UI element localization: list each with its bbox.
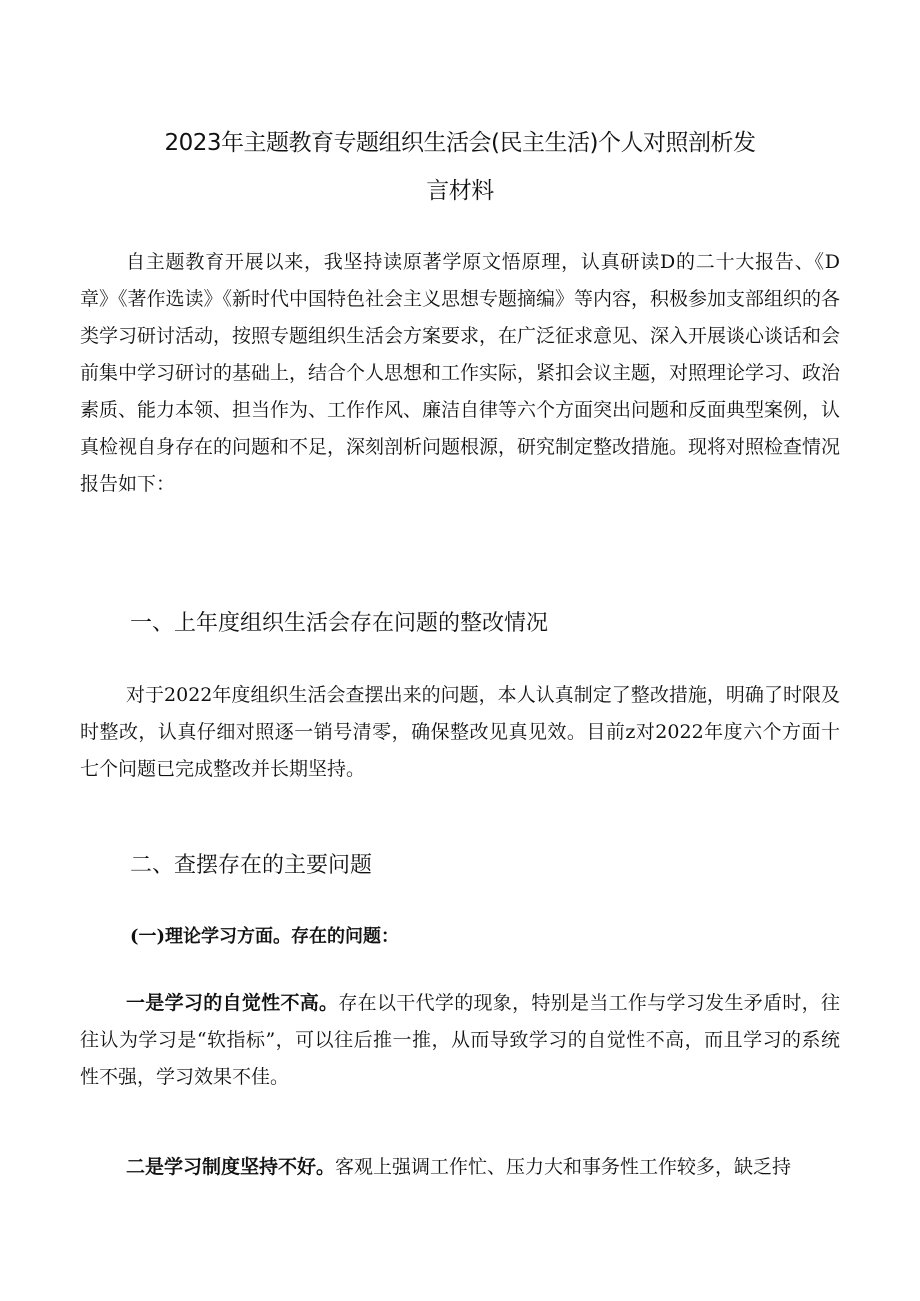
point2-lead: 二是学习制度坚持不好。 xyxy=(126,1156,336,1178)
point1-paragraph xyxy=(80,985,840,1096)
intro-paragraph: 自主题教育开展以来，我坚持读原著学原文悟原理，认真研读D的二十大报告、《D章》《著作选读》《新时代中国特色社会主义思想专题摘编》等内容，积极参加支部组织的各类学习研讨活动，按照专题组织生活会方案要求，在广泛征求意见、深入开展谈心谈话和会前集中学习研讨的基础上，结合个人思想和工作实际，紧扣会议主题，对照理论学习、政治素质、能力本领、担当作为、工作作风、廉洁自律等六个方面突出问题和反面典型案例，认真检视自身存在的问题和不足，深刻剖析问题根源，研究制定整改措施。现将对照检查情况报告如下： xyxy=(80,251,841,495)
point1-lead: 一是学习的自觉性不高。 xyxy=(126,992,339,1014)
section1-paragraph: 对于2022年度组织生活会查摆出来的问题，本人认真制定了整改措施，明确了时限及时整改，认真仔细对照逐一销号清零，确保整改见真见效。目前z对2022年度六个方面十七个问题已完成整改并长期坚持。 xyxy=(80,684,840,780)
point2-paragraph xyxy=(80,1149,840,1186)
document-title-line2: 言材料 xyxy=(426,178,494,204)
section2-heading: 二、查摆存在的主要问题 xyxy=(130,853,373,878)
document-title-line1: 2023年主题教育专题组织生活会(民主生活)个人对照剖析发 xyxy=(164,130,756,156)
point1-body: 存在以干代学的现象，特别是当工作与学习发生矛盾时，往往认为学习是“软指标”，可以往后推一推，从而导致学习的自觉性不高，而且学习的系统性不强，学习效果不佳。 xyxy=(80,992,840,1088)
subsection1-heading: (一)理论学习方面。存在的问题： xyxy=(130,926,400,947)
section1-heading: 一、上年度组织生活会存在问题的整改情况 xyxy=(130,611,549,636)
point2-body: 客观上强调工作忙、压力大和事务性工作较多，缺乏持 xyxy=(335,1156,792,1178)
